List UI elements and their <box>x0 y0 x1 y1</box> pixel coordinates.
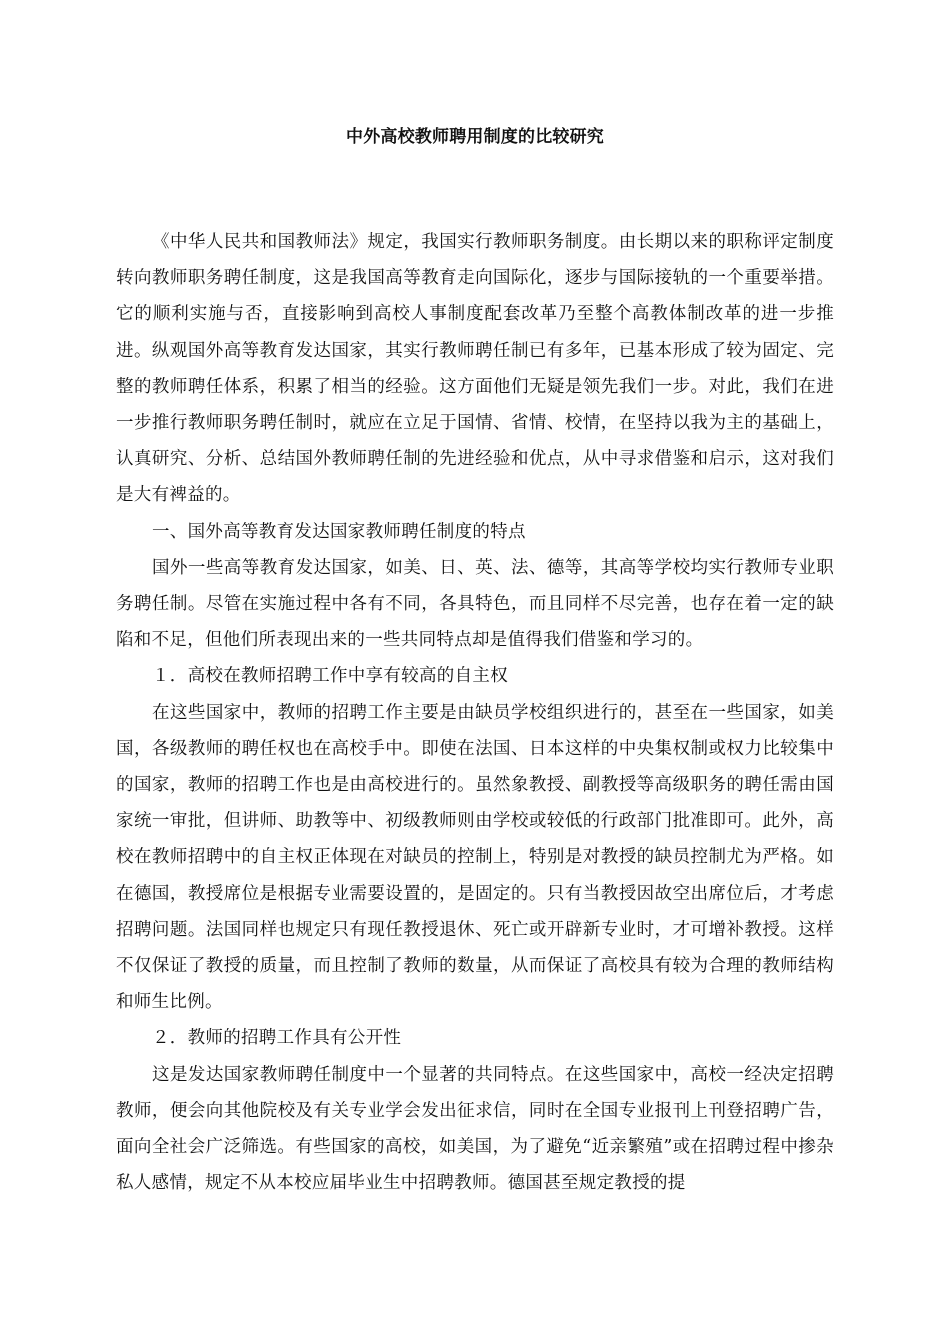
paragraph-openness: 这是发达国家教师聘任制度中一个显著的共同特点。在这些国家中，高校一经决定招聘教师，便会向其他院校及有关专业学会发出征求信，同时在全国专业报刊上刊登招聘广告，面向全社会广泛筛选。有些国家的高校，如美国，为了避免“近亲繁殖”或在招聘过程中掺杂私人感情，规定不从本校应届毕业生中招聘教师。德国甚至规定教授的提 <box>116 1064 834 1194</box>
paragraph-intro: 《中华人民共和国教师法》规定，我国实行教师职务制度。由长期以来的职称评定制度转向教师职务聘任制度，这是我国高等教育走向国际化，逐步与国际接轨的一个重要举措。它的顺利实施与否，直接影响到高校人事制度配套改革乃至整个高教体制改革的进一步推进。纵观国外高等教育发达国家，其实行教师聘任制已有多年，已基本形成了较为固定、完整的教师聘任体系，积累了相当的经验。这方面他们无疑是领先我们一步。对此，我们在进一步推行教师职务聘任制时，就应在立足于国情、省情、校情，在坚持以我为主的基础上，认真研究、分析、总结国外教师聘任制的先进经验和优点，从中寻求借鉴和启示，这对我们是大有裨益的。 <box>116 232 834 506</box>
subheading-2: ２．教师的招聘工作具有公开性 <box>152 1028 402 1049</box>
section-heading-1: 一、国外高等教育发达国家教师聘任制度的特点 <box>152 521 526 542</box>
document-body <box>116 224 834 1201</box>
subheading-1: １．高校在教师招聘工作中享有较高的自主权 <box>152 666 508 687</box>
document-title: 中外高校教师聘用制度的比较研究 <box>346 127 604 147</box>
paragraph-overview: 国外一些高等教育发达国家，如美、日、英、法、德等，其高等学校均实行教师专业职务聘任制。尽管在实施过程中各有不同，各具特色，而且同样不尽完善，也存在着一定的缺陷和不足，但他们所表现出来的一些共同特点却是值得我们借鉴和学习的。 <box>116 557 834 651</box>
paragraph-autonomy: 在这些国家中，教师的招聘工作主要是由缺员学校组织进行的，甚至在一些国家，如美国，各级教师的聘任权也在高校手中。即使在法国、日本这样的中央集权制或权力比较集中的国家，教师的招聘工作也是由高校进行的。虽然象教授、副教授等高级职务的聘任需由国家统一审批，但讲师、助教等中、初级教师则由学校或较低的行政部门批准即可。此外，高校在教师招聘中的自主权正体现在对缺员的控制上，特别是对教授的缺员控制尤为严格。如在德国，教授席位是根据专业需要设置的，是固定的。只有当教授因故空出席位后，才考虑招聘问题。法国同样也规定只有现任教授退休、死亡或开辟新专业时，才可增补教授。这样不仅保证了教授的质量，而且控制了教师的数量，从而保证了高校具有较为合理的教师结构和师生比例。 <box>116 702 834 1013</box>
